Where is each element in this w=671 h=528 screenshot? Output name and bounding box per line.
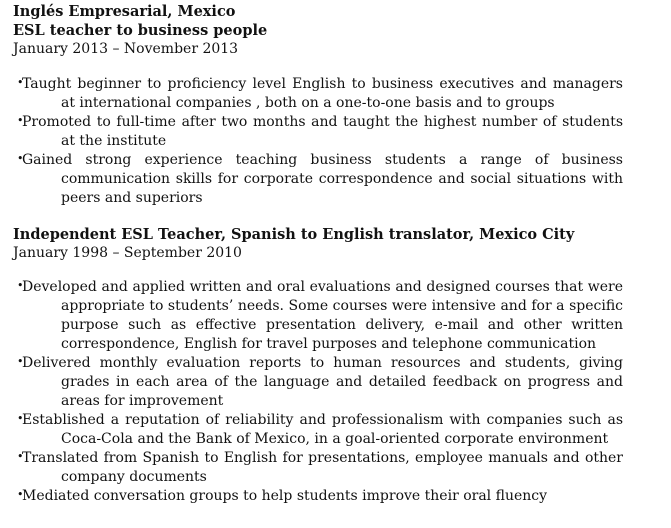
bullet-text: Taught beginner to proficiency level English to business executives and managers at international companies , both on a one-to-one basis and to groups [22,76,623,111]
list-item [13,354,623,411]
employment-dates: January 2013 – November 2013 [13,41,239,57]
bullet-text: Developed and applied written and oral evaluations and designed courses that were appropriate to students’ needs. Some courses were intensive and for a specific purpose such as effective presentation delivery, e-mail and other written correspondence, English for travel purposes and telephone communication [22,279,623,352]
bullet-text: Gained strong experience teaching business students a range of business communication skills for corporate correspondence and social situations with peers and superiors [22,152,623,206]
bullet-text: Mediated conversation groups to help students improve their oral fluency [22,488,548,504]
bullet-text: Delivered monthly evaluation reports to human resources and students, giving grades in each area of the language and detailed feedback on progress and areas for improvement [22,355,623,409]
list-item [13,151,623,208]
list-item [13,278,623,354]
list-item [13,411,623,449]
responsibilities-list [13,278,623,506]
responsibilities-list [13,75,623,208]
bullet-text: Translated from Spanish to English for presentations, employee manuals and other company documents [22,450,623,485]
employment-dates: January 1998 – September 2010 [13,245,242,261]
job-entry-ingles-empresarial [13,2,623,208]
list-item [13,113,623,151]
company-name: Inglés Empresarial, Mexico [13,3,236,20]
list-item [13,75,623,113]
bullet-text: Established a reputation of reliability and professionalism with companies such as Coca-Cola and the Bank of Mexico, in a goal-oriented corporate environment [22,412,623,447]
job-entry-independent-teacher [13,225,623,506]
job-title: ESL teacher to business people [13,22,268,39]
list-item [13,487,623,506]
list-item [13,449,623,487]
bullet-text: Promoted to full-time after two months and taught the highest number of students at the institute [22,114,623,149]
job-title: Independent ESL Teacher, Spanish to English translator, Mexico City [13,226,575,243]
